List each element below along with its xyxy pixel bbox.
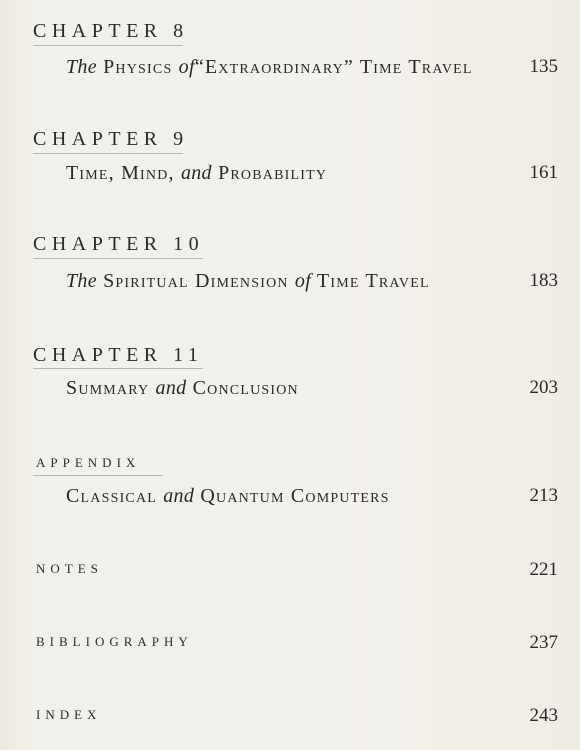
chapter-heading: CHAPTER 10: [33, 233, 205, 255]
chapter-title: [66, 163, 327, 183]
title-word: Quantum Computers: [200, 485, 390, 507]
title-word: Summary: [66, 377, 150, 399]
chapter-title: [66, 271, 430, 291]
title-word: and: [180, 162, 212, 184]
title-word: Spiritual Dimension: [103, 270, 289, 292]
title-word: Conclusion: [192, 377, 299, 399]
chapter-heading: CHAPTER 8: [33, 20, 189, 42]
heading-rule: [33, 153, 183, 154]
heading-rule: [33, 258, 203, 259]
title-word: Physics: [103, 56, 173, 78]
title-word: Time Travel: [316, 270, 430, 292]
title-word: The: [66, 56, 97, 78]
index-heading: INDEX: [36, 707, 102, 722]
appendix-heading: APPENDIX: [36, 455, 141, 470]
title-word: Time, Mind,: [66, 162, 175, 184]
title-word: of: [178, 56, 195, 78]
bibliography-heading: BIBLIOGRAPHY: [36, 634, 193, 649]
chapter-title: [66, 378, 299, 398]
page-number: 243: [529, 705, 558, 726]
title-word: “Extraordinary” Time Travel: [194, 56, 473, 78]
page-number: 213: [529, 485, 558, 506]
title-word: and: [163, 485, 195, 507]
heading-rule: [33, 368, 203, 369]
title-word: Probability: [218, 162, 328, 184]
appendix-title: [66, 486, 390, 506]
page-number: 183: [529, 270, 558, 291]
title-word: The: [66, 270, 97, 292]
title-word: Classical: [66, 485, 158, 507]
page-number: 221: [529, 559, 558, 580]
page-number: 203: [529, 377, 558, 398]
chapter-title: [66, 57, 473, 77]
heading-rule: [33, 475, 163, 476]
page-number: 135: [529, 56, 558, 77]
title-word: and: [155, 377, 187, 399]
heading-rule: [33, 45, 183, 46]
title-word: of: [294, 270, 312, 292]
page-number: 161: [529, 162, 558, 183]
page-number: 237: [529, 632, 558, 653]
chapter-heading: CHAPTER 9: [33, 128, 189, 150]
notes-heading: NOTES: [36, 561, 103, 576]
chapter-heading: CHAPTER 11: [33, 344, 204, 366]
